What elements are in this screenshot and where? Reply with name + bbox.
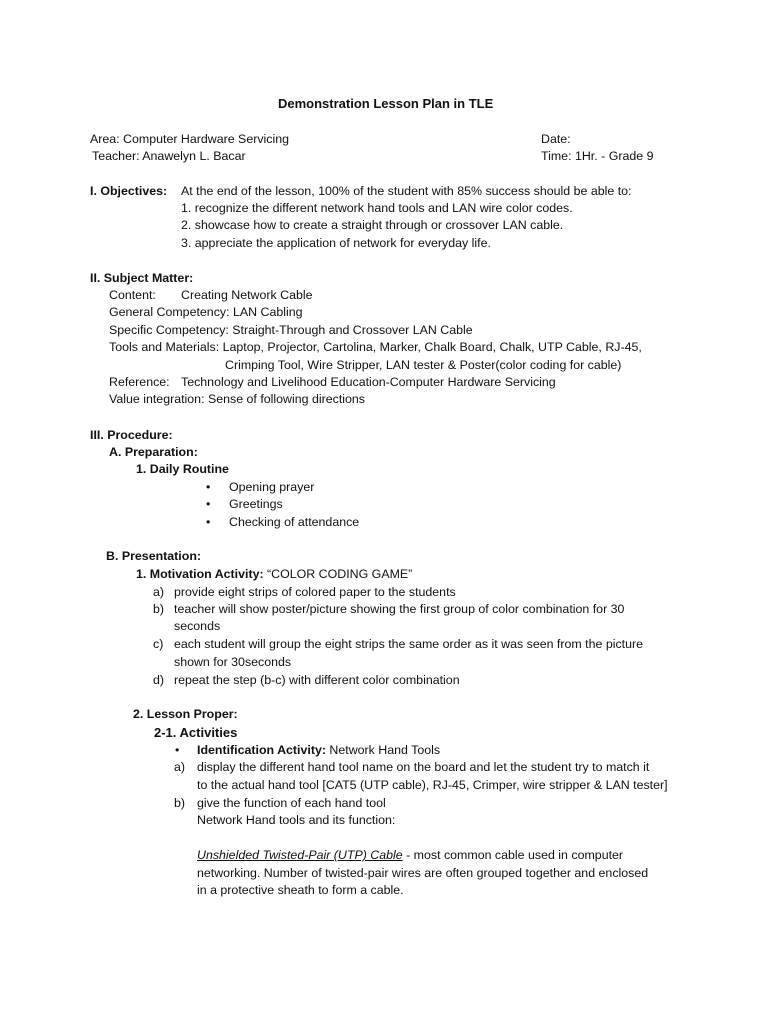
network-tools-heading: Network Hand tools and its function:: [197, 813, 396, 827]
step-marker: c): [153, 637, 164, 651]
teacher-line: Teacher: Anawelyn L. Bacar: [92, 149, 246, 163]
area-line: Area: Computer Hardware Servicing: [90, 132, 290, 146]
content-label: Content:: [109, 288, 156, 302]
routine-item: Checking of attendance: [229, 515, 360, 529]
preparation-heading: A. Preparation:: [109, 445, 198, 459]
bullet-icon: •: [175, 743, 180, 757]
motivation-step: each student will group the eight strips the same order as it was seen from the picture: [174, 637, 644, 651]
date-line: Date:: [541, 132, 571, 146]
step-marker: b): [174, 796, 186, 810]
motivation-step-cont: seconds: [174, 619, 221, 633]
time-line: Time: 1Hr. - Grade 9: [541, 149, 654, 163]
motivation-step: repeat the step (b-c) with different color combination: [174, 673, 460, 687]
procedure-heading: III. Procedure:: [90, 428, 173, 442]
identification-line: [197, 743, 440, 758]
utp-term: Unshielded Twisted-Pair (UTP) Cable: [197, 848, 403, 862]
bullet-icon: •: [206, 497, 211, 511]
motivation-step: teacher will show poster/picture showing the first group of color combination for 30: [174, 602, 625, 616]
document-title: Demonstration Lesson Plan in TLE: [278, 96, 494, 111]
objective-item: 2. showcase how to create a straight through or crossover LAN cable.: [181, 218, 564, 232]
utp-line2: networking. Number of twisted-pair wires are often grouped together and enclosed: [197, 866, 649, 880]
lesson-step: display the different hand tool name on the board and let the student try to match it: [197, 760, 650, 774]
routine-item: Greetings: [229, 497, 283, 511]
step-marker: d): [153, 673, 165, 687]
identification-value: Network Hand Tools: [329, 743, 441, 757]
utp-line3: in a protective sheath to form a cable.: [197, 883, 404, 897]
utp-line1: [197, 848, 623, 863]
step-marker: a): [153, 585, 165, 599]
motivation-step-cont: shown for 30seconds: [174, 655, 292, 669]
activities-heading: 2-1. Activities: [154, 725, 238, 740]
subject-matter-heading: II. Subject Matter:: [90, 271, 194, 285]
presentation-heading: B. Presentation:: [106, 549, 202, 563]
reference-label: Reference:: [109, 375, 170, 389]
motivation-line: [136, 567, 412, 582]
motivation-step: provide eight strips of colored paper to the students: [174, 585, 456, 599]
motivation-name: “COLOR CODING GAME”: [267, 567, 413, 581]
identification-label: Identification Activity:: [197, 743, 326, 757]
routine-item: Opening prayer: [229, 480, 315, 494]
lesson-proper-heading: 2. Lesson Proper:: [133, 707, 238, 721]
daily-routine-heading: 1. Daily Routine: [136, 462, 229, 476]
objective-item: 3. appreciate the application of network for everyday life.: [181, 236, 491, 250]
general-competency: General Competency: LAN Cabling: [109, 305, 303, 319]
utp-definition: - most common cable used in computer: [402, 848, 624, 862]
motivation-label: 1. Motivation Activity:: [136, 567, 264, 581]
tools-materials-line2: Crimping Tool, Wire Stripper, LAN tester & Poster(color coding for cable): [225, 358, 622, 372]
content-value: Creating Network Cable: [181, 288, 313, 302]
reference-value: Technology and Livelihood Education-Computer Hardware Servicing: [181, 375, 556, 389]
specific-competency: Specific Competency: Straight-Through and Crossover LAN Cable: [109, 323, 473, 337]
tools-materials-line1: Tools and Materials: Laptop, Projector, Cartolina, Marker, Chalk Board, Chalk, UTP Cable, RJ-45,: [109, 340, 642, 354]
lesson-step: give the function of each hand tool: [197, 796, 386, 810]
lesson-step-cont: to the actual hand tool [CAT5 (UTP cable), RJ-45, Crimper, wire stripper & LAN tester]: [197, 778, 668, 792]
objectives-intro: At the end of the lesson, 100% of the student with 85% success should be able to:: [181, 184, 632, 198]
bullet-icon: •: [206, 515, 211, 529]
step-marker: a): [174, 760, 186, 774]
objectives-heading: I. Objectives:: [90, 184, 168, 198]
step-marker: b): [153, 602, 165, 616]
objective-item: 1. recognize the different network hand tools and LAN wire color codes.: [181, 201, 573, 215]
bullet-icon: •: [206, 480, 211, 494]
value-integration: Value integration: Sense of following directions: [109, 392, 365, 406]
